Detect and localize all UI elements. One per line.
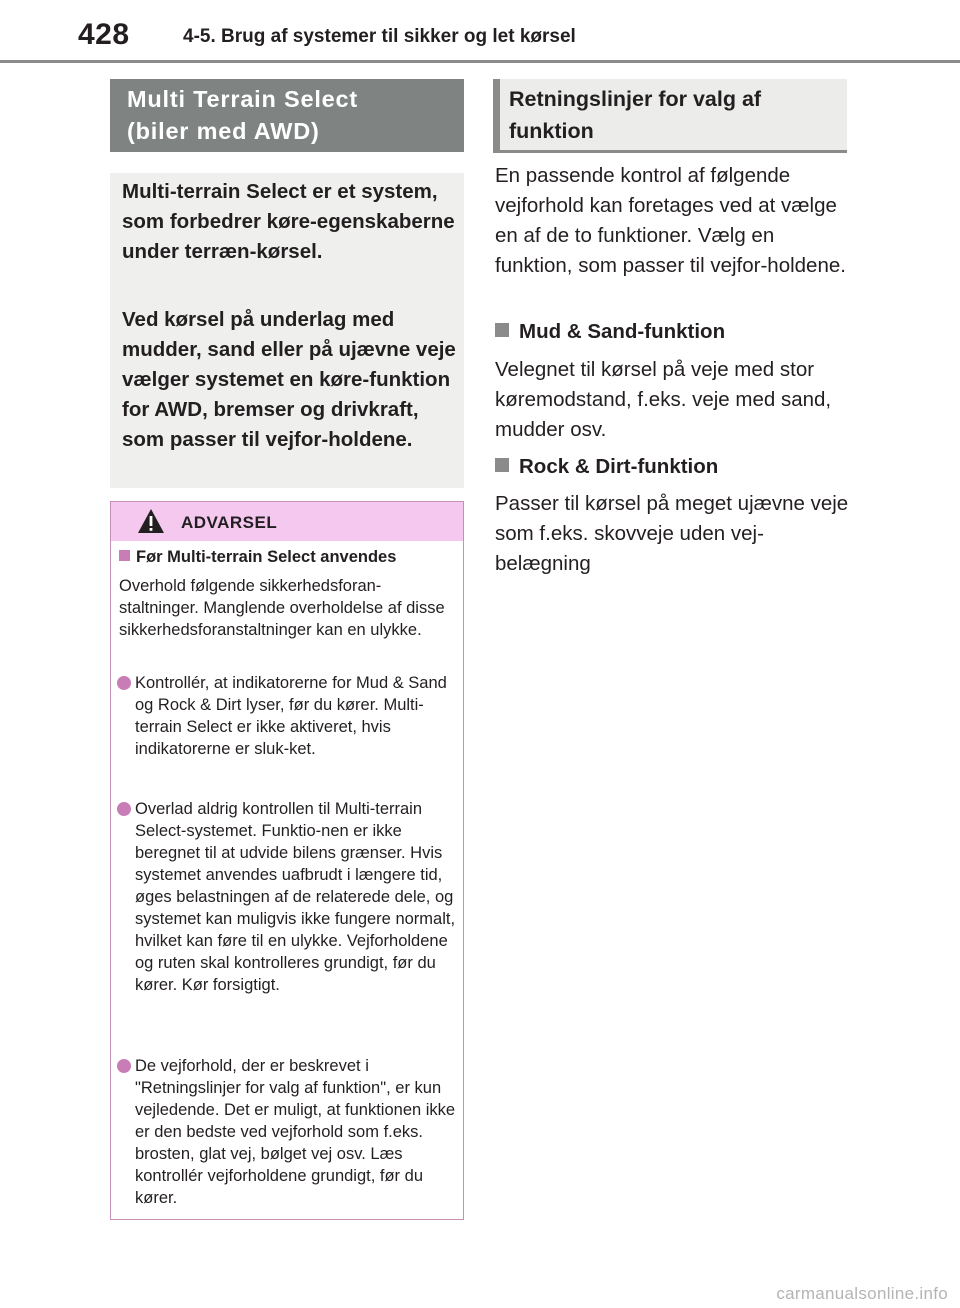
- bullet-dot-icon: [117, 1059, 131, 1073]
- square-bullet-icon: [119, 550, 130, 561]
- warning-subheading: Før Multi-terrain Select anvendes: [119, 548, 396, 567]
- warning-box: ADVARSEL Før Multi-terrain Select anvendes Overhold følgende sikkerhedsforan-staltninger. Manglende overholdelse af disse sikkerhedsforanstaltninger kan en ulykke. Kontrollér, at indikatorerne for Mud & Sand og Rock & Dirt lyser, før du kører. Multi-terrain Select er ikke aktiveret, hvis indikatorerne er sluk-ket. Overlad aldrig kontrollen til Multi-terrain Select-systemet. Funktio-nen er ikke beregnet til at udvide bilens grænser. Hvis systemet anvendes uafbrudt i længere tid, øges belastningen af de relaterede dele, og systemet kan muligvis ikke fungere normalt, hvilket kan føre til en ulykke. Vejforholdene og ruten skal kontrolleres grundigt, før du kører. Kør forsigtigt. De vejforhold, der er beskrevet i "Retningslinjer for valg af funktion", er kun vejledende. Det er muligt, at funktionen ikke er den bedste ved vejforhold som f.eks. brosten, glat vej, bølget vej osv. Læs kontrollér vejforholdene grundigt, før du kører.: [110, 501, 464, 1220]
- footer-watermark: carmanualsonline.info: [776, 1284, 948, 1303]
- intro-paragraph-2: Ved kørsel på underlag med mudder, sand eller på ujævne veje vælger systemet en køre-funktion for AWD, bremser og drivkraft, som passer til vejfor-holdene.: [122, 308, 456, 451]
- header-divider: [0, 60, 960, 63]
- warning-header: [111, 502, 463, 541]
- mode-text-rock-dirt: Passer til kørsel på meget ujævne veje som f.eks. skovveje uden vej-belægning: [495, 492, 849, 575]
- page-number: 428: [78, 18, 130, 51]
- section-title-line1: Multi Terrain Select: [127, 86, 359, 112]
- guidelines-title-line2: funktion: [509, 119, 594, 143]
- mode-heading-mud-sand: Mud & Sand-funktion: [495, 320, 725, 344]
- bullet-dot-icon: [117, 802, 131, 816]
- page-header: [0, 0, 960, 62]
- guidelines-intro: En passende kontrol af følgende vejforhold kan foretages ved at vælge en af de to funktioner. Vælg en funktion, som passer til vejfor-holdene.: [495, 164, 846, 277]
- chapter-title: 4-5. Brug af systemer til sikker og let kørsel: [183, 26, 576, 47]
- warning-intro: Overhold følgende sikkerhedsforan-staltninger. Manglende overholdelse af disse sikkerhedsforanstaltninger kan en ulykke.: [119, 577, 445, 639]
- square-bullet-icon: [495, 458, 509, 472]
- mode-heading-rock-dirt: Rock & Dirt-funktion: [495, 455, 718, 479]
- title-accent-bar: [493, 79, 500, 150]
- guidelines-title-line1: Retningslinjer for valg af: [509, 87, 762, 111]
- section-title-line2: (biler med AWD): [127, 118, 320, 144]
- warning-label: ADVARSEL: [181, 513, 278, 532]
- bullet-dot-icon: [117, 676, 131, 690]
- section-title-multi-terrain: [110, 79, 464, 152]
- square-bullet-icon: [495, 323, 509, 337]
- section-title-guidelines: [493, 79, 847, 153]
- mode-text-mud-sand: Velegnet til kørsel på veje med stor køremodstand, f.eks. veje med sand, mudder osv.: [495, 358, 832, 441]
- intro-paragraph-1: Multi-terrain Select er et system, som forbedrer køre-egenskaberne under terræn-kørsel.: [122, 180, 455, 263]
- warning-triangle-icon: [137, 508, 165, 534]
- intro-box: [110, 173, 464, 488]
